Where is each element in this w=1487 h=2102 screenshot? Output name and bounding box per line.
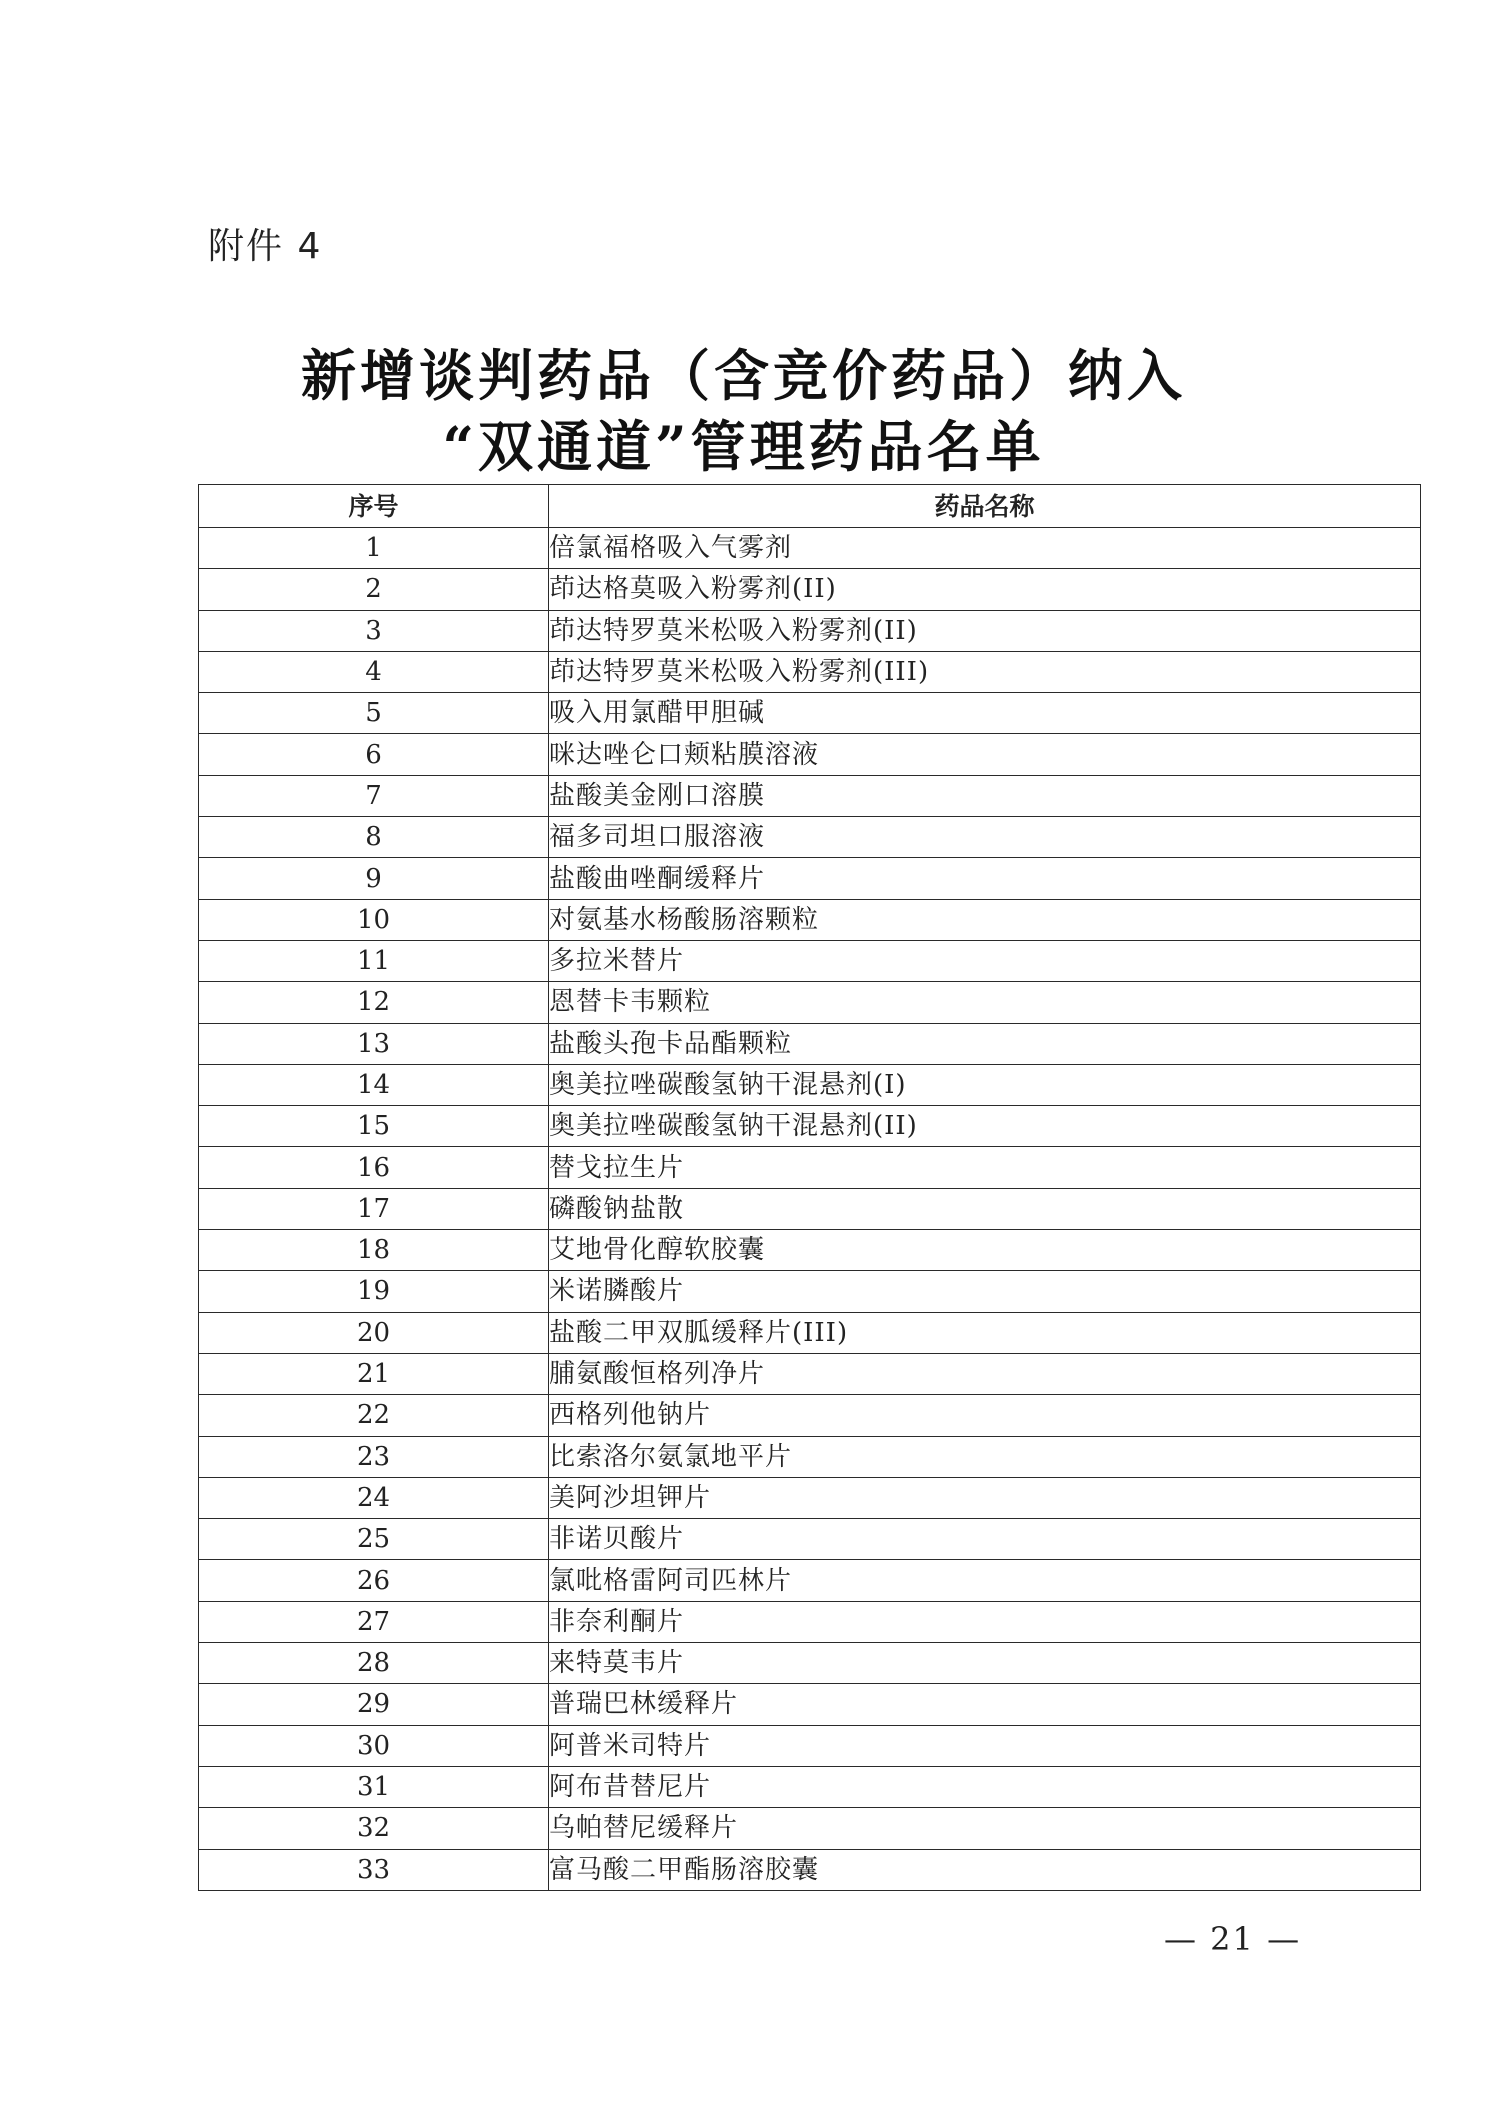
table-row	[199, 1064, 1421, 1105]
table-row	[199, 1766, 1421, 1807]
row-number: 33	[199, 1849, 549, 1890]
row-number: 1	[199, 528, 549, 569]
drug-name: 奥美拉唑碳酸氢钠干混悬剂(I)	[549, 1064, 1421, 1105]
table-header-row	[199, 485, 1421, 528]
table-row	[199, 899, 1421, 940]
drug-name: 西格列他钠片	[549, 1395, 1421, 1436]
row-number: 8	[199, 817, 549, 858]
row-number: 4	[199, 651, 549, 692]
row-number: 3	[199, 610, 549, 651]
column-header-no: 序号	[199, 485, 549, 528]
row-number: 14	[199, 1064, 549, 1105]
drug-name: 茚达特罗莫米松吸入粉雾剂(III)	[549, 651, 1421, 692]
row-number: 18	[199, 1230, 549, 1271]
row-number: 10	[199, 899, 549, 940]
drug-name: 普瑞巴林缓释片	[549, 1684, 1421, 1725]
table-row	[199, 1725, 1421, 1766]
drug-name: 奥美拉唑碳酸氢钠干混悬剂(II)	[549, 1106, 1421, 1147]
drug-name: 乌帕替尼缓释片	[549, 1808, 1421, 1849]
row-number: 9	[199, 858, 549, 899]
drug-name: 非奈利酮片	[549, 1601, 1421, 1642]
page-number: — 21 —	[1164, 1920, 1302, 1958]
drug-name: 盐酸二甲双胍缓释片(III)	[549, 1312, 1421, 1353]
row-number: 32	[199, 1808, 549, 1849]
row-number: 6	[199, 734, 549, 775]
row-number: 26	[199, 1560, 549, 1601]
drug-name: 米诺膦酸片	[549, 1271, 1421, 1312]
row-number: 15	[199, 1106, 549, 1147]
table-row	[199, 1312, 1421, 1353]
row-number: 25	[199, 1519, 549, 1560]
table-row	[199, 1271, 1421, 1312]
drug-name: 倍氯福格吸入气雾剂	[549, 528, 1421, 569]
table-row	[199, 1230, 1421, 1271]
table-row	[199, 734, 1421, 775]
drug-name: 福多司坦口服溶液	[549, 817, 1421, 858]
table-row	[199, 1353, 1421, 1394]
drug-name: 磷酸钠盐散	[549, 1188, 1421, 1229]
row-number: 12	[199, 982, 549, 1023]
column-header-name: 药品名称	[549, 485, 1421, 528]
row-number: 21	[199, 1353, 549, 1394]
drug-name: 富马酸二甲酯肠溶胶囊	[549, 1849, 1421, 1890]
row-number: 19	[199, 1271, 549, 1312]
row-number: 22	[199, 1395, 549, 1436]
document-title-line-1: 新增谈判药品（含竞价药品）纳入	[300, 343, 1186, 408]
drug-name: 美阿沙坦钾片	[549, 1477, 1421, 1518]
drug-name: 恩替卡韦颗粒	[549, 982, 1421, 1023]
drug-name: 盐酸头孢卡品酯颗粒	[549, 1023, 1421, 1064]
table-row	[199, 1849, 1421, 1890]
drug-name: 吸入用氯醋甲胆碱	[549, 693, 1421, 734]
drug-name: 对氨基水杨酸肠溶颗粒	[549, 899, 1421, 940]
drug-list-table	[198, 484, 1421, 1891]
document-title-line-2: “双通道”管理药品名单	[442, 414, 1045, 479]
drug-name: 盐酸曲唑酮缓释片	[549, 858, 1421, 899]
table-row	[199, 1643, 1421, 1684]
row-number: 16	[199, 1147, 549, 1188]
drug-name: 茚达格莫吸入粉雾剂(II)	[549, 569, 1421, 610]
table-row	[199, 693, 1421, 734]
row-number: 11	[199, 940, 549, 981]
row-number: 28	[199, 1643, 549, 1684]
drug-name: 咪达唑仑口颊粘膜溶液	[549, 734, 1421, 775]
table-row	[199, 940, 1421, 981]
row-number: 27	[199, 1601, 549, 1642]
drug-name: 氯吡格雷阿司匹林片	[549, 1560, 1421, 1601]
table-row	[199, 1436, 1421, 1477]
row-number: 13	[199, 1023, 549, 1064]
table-row	[199, 1106, 1421, 1147]
drug-name: 脯氨酸恒格列净片	[549, 1353, 1421, 1394]
row-number: 7	[199, 775, 549, 816]
table-row	[199, 858, 1421, 899]
row-number: 24	[199, 1477, 549, 1518]
table-row	[199, 775, 1421, 816]
table-row	[199, 1147, 1421, 1188]
drug-name: 艾地骨化醇软胶囊	[549, 1230, 1421, 1271]
row-number: 17	[199, 1188, 549, 1229]
drug-name: 替戈拉生片	[549, 1147, 1421, 1188]
table-row	[199, 1808, 1421, 1849]
row-number: 29	[199, 1684, 549, 1725]
table-row	[199, 1395, 1421, 1436]
table-row	[199, 1477, 1421, 1518]
row-number: 31	[199, 1766, 549, 1807]
row-number: 2	[199, 569, 549, 610]
table-row	[199, 982, 1421, 1023]
table-body	[199, 528, 1421, 1891]
drug-name: 阿布昔替尼片	[549, 1766, 1421, 1807]
table-row	[199, 651, 1421, 692]
drug-name: 来特莫韦片	[549, 1643, 1421, 1684]
row-number: 23	[199, 1436, 549, 1477]
drug-name: 多拉米替片	[549, 940, 1421, 981]
drug-name: 盐酸美金刚口溶膜	[549, 775, 1421, 816]
drug-name: 阿普米司特片	[549, 1725, 1421, 1766]
table-row	[199, 1023, 1421, 1064]
table-row	[199, 1188, 1421, 1229]
row-number: 30	[199, 1725, 549, 1766]
table-row	[199, 1684, 1421, 1725]
row-number: 5	[199, 693, 549, 734]
row-number: 20	[199, 1312, 549, 1353]
annex-label: 附件 4	[208, 226, 323, 267]
table-row	[199, 528, 1421, 569]
table-row	[199, 817, 1421, 858]
table-row	[199, 569, 1421, 610]
drug-name: 比索洛尔氨氯地平片	[549, 1436, 1421, 1477]
table-row	[199, 1560, 1421, 1601]
drug-name: 茚达特罗莫米松吸入粉雾剂(II)	[549, 610, 1421, 651]
table-row	[199, 1601, 1421, 1642]
drug-name: 非诺贝酸片	[549, 1519, 1421, 1560]
table-row	[199, 1519, 1421, 1560]
table-row	[199, 610, 1421, 651]
